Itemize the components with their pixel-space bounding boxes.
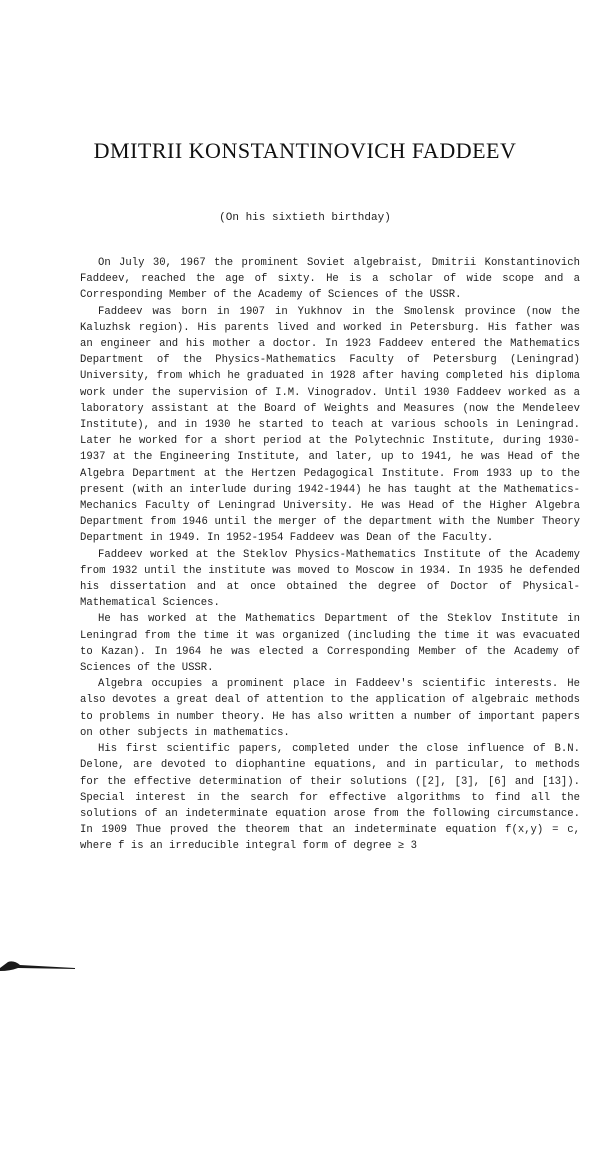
paragraph-5: Algebra occupies a prominent place in Faddeev's scientific interests. He also devotes a great deal of attention to the application of algebraic methods to problems in number theory. He has also written a number of important papers on other subjects in mathematics. <box>80 678 580 739</box>
paragraph-1: On July 30, 1967 the prominent Soviet algebraist, Dmitrii Konstantinovich Faddeev, reached the age of sixty. He is a scholar of wide scope and a Corresponding Member of the Academy of Sciences of the USSR. <box>80 257 580 302</box>
paragraph-3: Faddeev worked at the Steklov Physics-Mathematics Institute of the Academy from 1932 until the institute was moved to Moscow in 1934. In 1935 he defended his dissertation and at once obtained the degree of Doctor of Physical-Mathematical Sciences. <box>80 548 580 610</box>
page-title: DMITRII KONSTANTINOVICH FADDEEV <box>93 138 517 163</box>
article-body <box>80 255 580 855</box>
page-subtitle: (On his sixtieth birthday) <box>219 212 391 224</box>
paragraph-4: He has worked at the Mathematics Department of the Steklov Institute in Leningrad from the time it was organized (including the time it was evacuated to Kazan). In 1964 he was elected a Corresponding Member of the Academy of Sciences of the USSR. <box>80 613 580 675</box>
paragraph-2: Faddeev was born in 1907 in Yukhnov in the Smolensk province (now the Kaluzhsk region). His parents lived and worked in Petersburg. His father was an engineer and his mother a doctor. In 1923 Faddeev entered the Mathematics Department of the Physics-Mathematics Faculty of Petersburg (Leningrad) University, from which he graduated in 1928 after having completed his diploma work under the supervision of I.M. Vinogradov. Until 1930 Faddeev worked as a laboratory assistant at the Board of Weights and Measures (now the Mendeleev Institute), and in 1930 he started to teach at various schools in Leningrad. Later he worked for a short period at the Polytechnic Institute, during 1930-1937 at the Engineering Institute, and later, up to 1941, he was Head of the Algebra Department at the Hertzen Pedagogical Institute. From 1933 up to the present (with an interlude during 1942-1944) he has taught at the Mathematics-Mechanics Faculty of Leningrad University. He was Head of the Higher Algebra Department from 1946 until the merger of the department with the Number Theory Department in 1949. In 1952-1954 Faddeev was Dean of the Faculty. <box>80 305 580 545</box>
paragraph-6: His first scientific papers, completed under the close influence of B.N. Delone, are devoted to diophantine equations, and in particular, to methods for the effective determination of their solutions ([2], [3], [6] and [13]). Special interest in the search for effective algorithms to find all the solutions of an indeterminate equation arose from the following circumstance. In 1909 Thue proved the theorem that an indeterminate equation f(x,y) = c, where f is an irreducible integral form of degree ≥ 3 <box>80 743 580 853</box>
scan-artifact-mark <box>0 958 75 972</box>
